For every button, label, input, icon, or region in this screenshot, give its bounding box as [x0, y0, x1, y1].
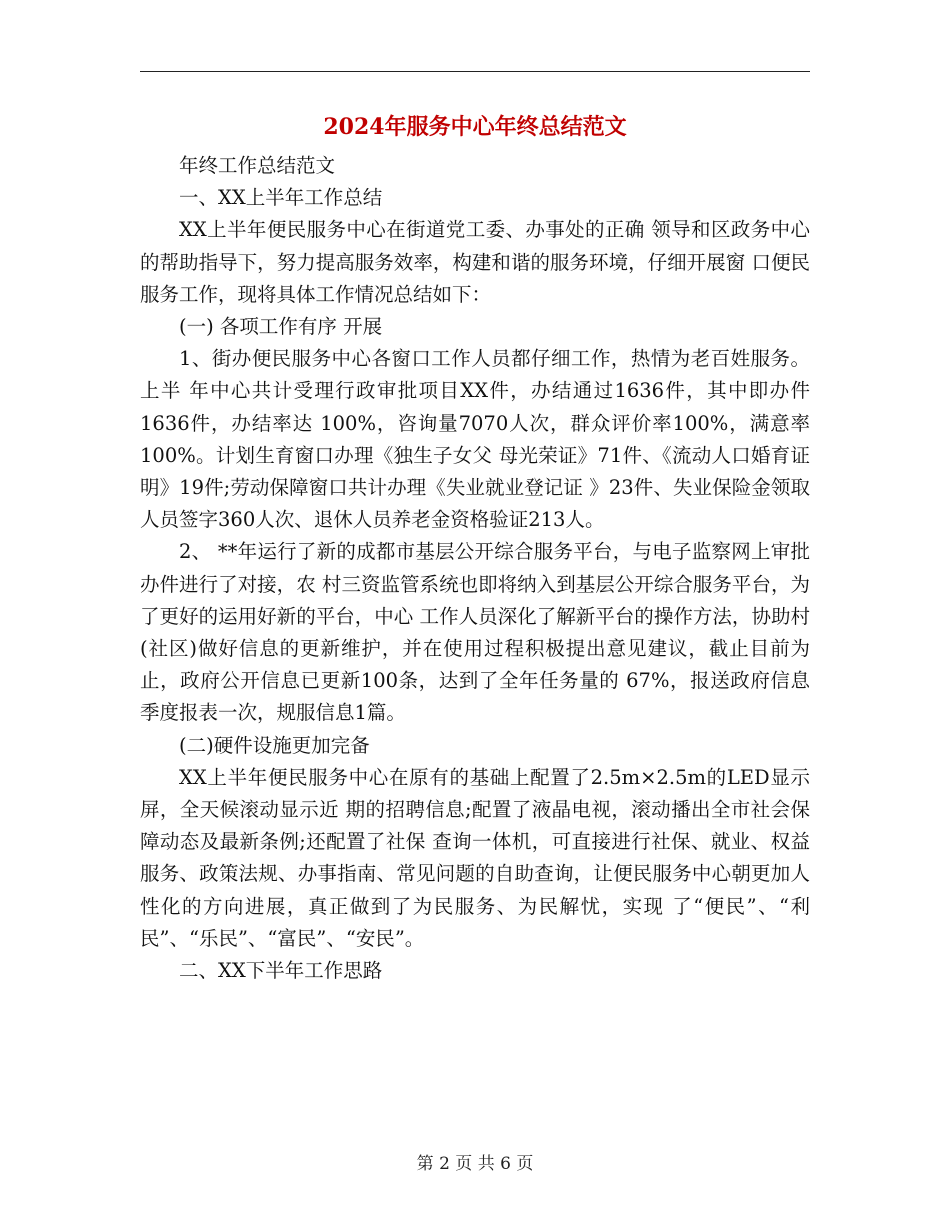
section-heading-1: 一、XX上半年工作总结 — [179, 186, 383, 210]
paragraph-item-2: 2、 **年运行了新的成都市基层公开综合服务平台，与电子监察网上审批办件进行了对接，农 村三资监管系统也即将纳入到基层公开综合服务平台，为了更好的运用好新的平台，中心 工作人员深化了解新平台的操作方法，协助村(社区)做好信息的更新维护，并在使用过程积极提出意见建议，截止目前为止，政府公开信息已更新100条，达到了全年任务量的 67%，报送政府信息季度报表一次，规服信息1篇。 — [140, 540, 810, 725]
subsection-heading-2: (二)硬件设施更加完备 — [179, 733, 370, 757]
document-title: 2024年服务中心年终总结范文 — [323, 114, 627, 140]
header-rule — [140, 71, 810, 72]
paragraph-item-1: 1、街办便民服务中心各窗口工作人员都仔细工作，热情为老百姓服务。上半 年中心共计受理行政审批项目XX件，办结通过1636件，其中即办件1636件，办结率达 100%，咨询量7070人次，群众评价率100%，满意率100%。计划生育窗口办理《独生子女父 母光荣证》71件、《流动人口婚育证明》19件;劳动保障窗口共计办理《失业就业登记证 》23件、失业保险金领取人员签字360人次、退休人员养老金资格验证213人。 — [140, 347, 810, 532]
subsection-heading-1: (一) 各项工作有序 开展 — [179, 315, 383, 339]
paragraph-hardware: XX上半年便民服务中心在原有的基础上配置了2.5m×2.5m的LED显示屏，全天候滚动显示近 期的招聘信息;配置了液晶电视，滚动播出全市社会保障动态及最新条例;还配置了社保 查询一体机，可直接进行社保、就业、权益服务、政策法规、办事指南、常见问题的自助查询，让便民服务中心朝更加人性化的方向进展，真正做到了为民服务、为民解忧，实现 了“便民”、“利民”、“乐民”、“富民”、“安民”。 — [140, 765, 810, 950]
paragraph-summary: XX上半年便民服务中心在街道党工委、办事处的正确 领导和区政务中心的帮助指导下，努力提高服务效率，构建和谐的服务环境，仔细开展窗 口便民服务工作，现将具体工作情况总结如下： — [140, 218, 810, 306]
section-heading-2: 二、XX下半年工作思路 — [179, 959, 383, 983]
document-body — [140, 150, 810, 987]
page-footer: 第 2 页 共 6 页 — [416, 1154, 534, 1174]
paragraph-intro: 年终工作总结范文 — [179, 154, 336, 177]
